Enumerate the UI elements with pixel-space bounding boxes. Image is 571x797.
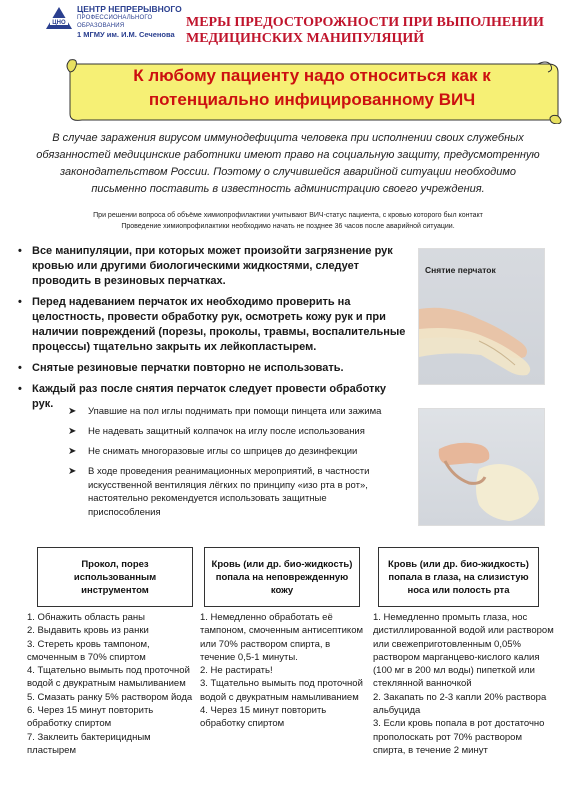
intro-line-4: письменно поставить в известность администрацию своего учреждения. [91,183,485,195]
steps-skin [200,611,368,731]
sub-list-item [64,465,386,519]
sub-list-item [64,405,386,419]
step-item: 3. Стереть кровь тампоном, смоченным в 70% спиртом [27,638,150,663]
intro-paragraph [28,130,548,198]
case-box-skin [204,547,360,607]
step-item: 3. Если кровь попала в рот достаточно прополоскать рот 70% раствором спирта, в течение 2 минут [373,718,545,756]
step-item: 2. Выдавить кровь из ранки [27,625,149,637]
logo [44,4,184,39]
arrow-bullet-icon: ➤ [68,406,77,417]
bullet-item: • Каждый раз после снятия перчаток следует провести обработку рук. [18,382,406,412]
logo-mark-text: ЦНО [52,20,66,26]
bullet-item: • Снятые резиновые перчатки повторно не использовать. [18,361,406,376]
bullet-list [18,244,406,418]
steps-mucosa [373,611,555,757]
banner-line-2: потенциально инфицированному ВИЧ [148,90,476,109]
intro-line-2: обязанностей медицинские работники имеют право на социальную защиту, предусмотренную [36,149,540,161]
bullet-item: • Перед надеванием перчаток их необходимо проверить на целостность, провести обработку рук, осмотреть кожу рук и при наличии повреждений (порезы, проколы, травмы, воспалительные процессы) тщательно закрыть их лейкопластырем. [18,295,406,355]
step-item: 4. Через 15 минут повторить обработку спиртом [200,705,327,730]
logo-text [77,5,184,39]
step-item: 4. Тщательно вымыть под проточной водой с двукратным намыливанием [27,665,190,690]
banner-text [102,64,522,112]
page-title-line-1: МЕРЫ ПРЕДОСТОРОЖНОСТИ ПРИ ВЫПОЛНЕНИИ [186,15,544,30]
step-item: 1. Обнажить область раны [27,612,145,623]
arrow-bullet-icon: ➤ [68,426,77,437]
sub-list-item-text: Не надевать защитный колпачок на иглу после использования [88,426,365,437]
sub-list [64,405,386,526]
sub-list-item [64,425,386,439]
page-title [186,15,566,47]
gloves-removal-photo [418,248,545,385]
logo-line-3: 1 МГМУ им. И.М. Сеченова [77,29,175,39]
chemoprophylaxis-note [28,210,548,232]
arrow-bullet-icon: ➤ [68,466,77,477]
logo-line-2: ПРОФЕССИОНАЛЬНОГО ОБРАЗОВАНИЯ [77,14,153,29]
banner-line-1: К любому пациенту надо относиться как к [133,66,491,85]
banner-scroll [62,56,562,124]
glove-check-photo [418,408,545,526]
step-item: 2. Закапать по 2-3 капли 20% раствора альбуцида [373,691,547,717]
step-item: 1. Немедленно обработать её тампоном, смоченным антисептиком или 70% раствором спирта, в течение 0,5-1 минуты. [200,612,364,663]
step-item: 6. Через 15 минут повторить обработку спиртом [27,705,154,730]
intro-line-1: В случае заражения вирусом иммунодефицита человека при исполнении своих служебных [52,132,524,144]
page-title-line-2: МЕДИЦИНСКИХ МАНИПУЛЯЦИЙ [186,31,425,46]
case-box-label: Кровь (или др. био-жидкость) попала на неповрежденную кожу [211,558,353,596]
step-item: 3. Тщательно вымыть под проточной водой с двукратным намыливанием [200,678,363,703]
sub-list-item-text: Упавшие на пол иглы поднимать при помощи пинцета или зажима [88,406,382,417]
sub-list-item-text: В ходе проведения реанимационных мероприятий, в частности искусственной вентиляция лёгких по принципу «изо рта в рот», настоятельно рекомендуется использовать защитные приспособления [88,466,370,518]
gloved-hand-illustration [419,409,544,525]
logo-line-1: ЦЕНТР НЕПРЕРЫВНОГО [77,4,182,14]
case-box-label: Кровь (или др. био-жидкость) попала в глаза, на слизистую носа или полость рта [388,558,529,596]
case-box-label: Прокол, порез использованным инструментом [73,558,157,596]
photo-caption: Снятие перчаток [425,265,496,275]
logo-mark-icon [44,5,74,31]
note-line-1: При решении вопроса об объёме химиопрофилактики учитывают ВИЧ-статус пациента, с кровью которого был контакт [93,212,483,219]
sub-list-item [64,445,386,459]
sub-list-item-text: Не снимать многоразовые иглы со шприцев до дезинфекции [88,446,358,457]
step-item: 5. Смазать ранку 5% раствором йода [27,691,193,703]
step-item: 7. Заклеить бактерицидным пластырем [27,731,151,756]
step-item: 2. Не растирать! [200,665,273,677]
steps-puncture [27,611,197,757]
arrow-bullet-icon: ➤ [68,446,77,457]
step-item: 1. Немедленно промыть глаза, нос дистиллированной водой или раствором или свежеприготовленным 0,05% раствором марганцево-кислого калия (100 мг в 200 мл воды) пипеткой или стеклянной ванночкой [373,612,554,690]
case-box-mucosa [378,547,539,607]
note-line-2: Проведение химиопрофилактики необходимо начать не позднее 36 часов после аварийной ситуации. [121,223,455,230]
bullet-item: • Все манипуляции, при которых может произойти загрязнение рук кровью или другими биологическими жидкостями, следует проводить в резиновых перчатках. [18,244,406,289]
intro-line-3: законодательством России. Поэтому о случившейся аварийной ситуации необходимо [60,166,516,178]
case-box-puncture [37,547,193,607]
gloved-hands-illustration [419,249,544,384]
